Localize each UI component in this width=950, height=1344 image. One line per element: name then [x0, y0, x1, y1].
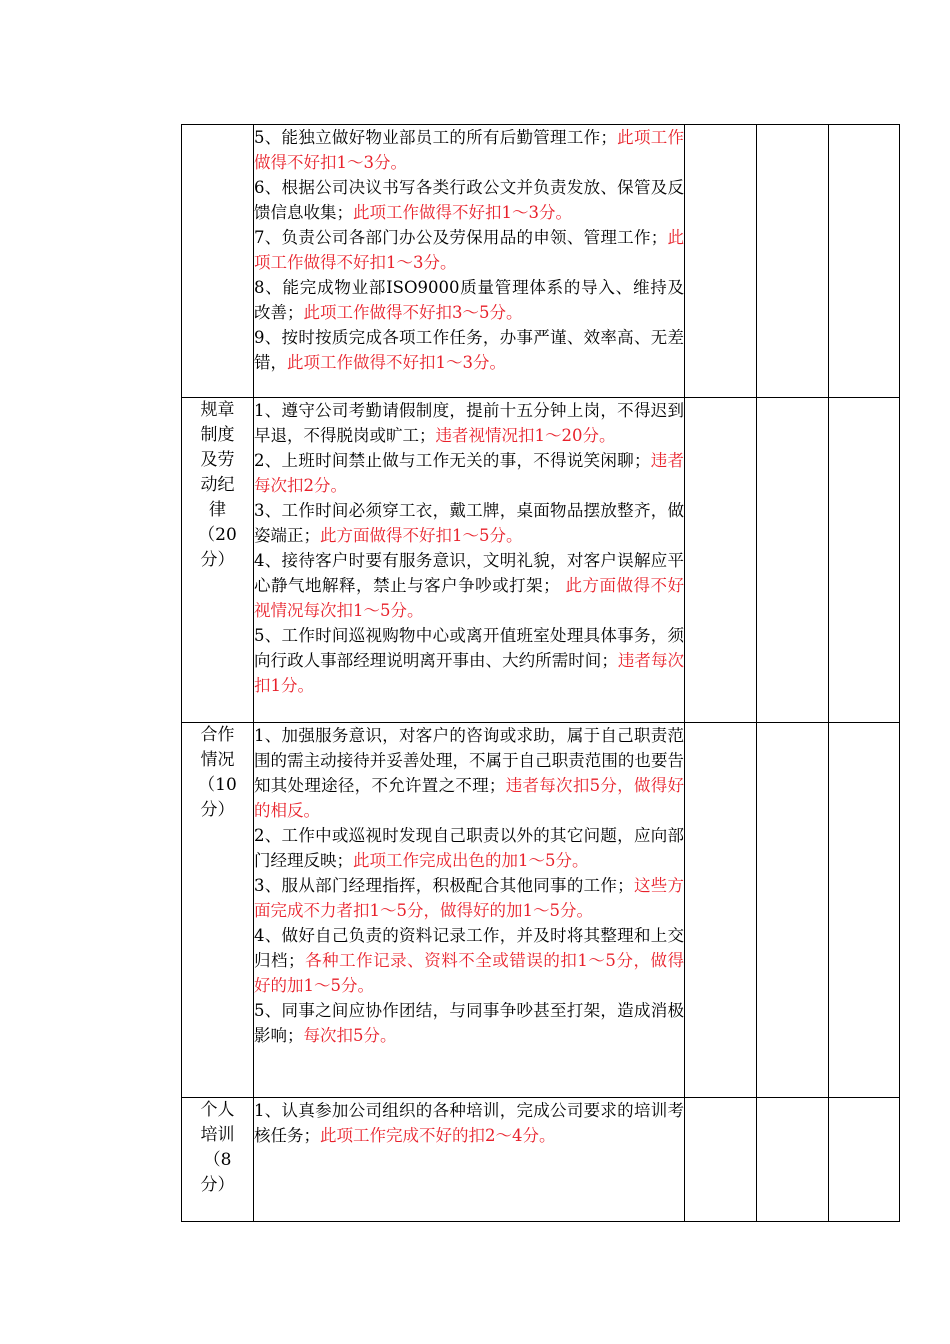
- penalty-text: 此项工作完成不好的扣2～4分。: [320, 1126, 556, 1145]
- penalty-text: 此项工作做得不好扣1～3分。: [353, 203, 572, 222]
- score-cell-1: [685, 125, 757, 398]
- criterion-text: 1、认真参加公司组织的各种培训，完成公司要求的培训考核任务；: [254, 1101, 684, 1145]
- list-item: [254, 723, 684, 823]
- score-cell-3: [829, 1098, 900, 1222]
- criterion-text: 8、能完成物业部ISO9000质量管理体系的导入、维持及改善；: [254, 278, 684, 322]
- score-cell-2: [757, 1098, 829, 1222]
- criterion-text: 6、根据公司决议书写各类行政公文并负责发放、保管及反馈信息收集；: [254, 178, 684, 222]
- criterion-text: 4、接待客户时要有服务意识，文明礼貌，对客户误解应平心静气地解释，禁止与客户争吵或打架；: [254, 551, 684, 595]
- category-label: 制度: [200, 425, 235, 445]
- penalty-text: 违者每次扣5分，做得好的相反。: [254, 776, 684, 820]
- list-item: [254, 125, 684, 175]
- penalty-text: 每次扣5分。: [303, 1026, 397, 1045]
- list-item: [254, 623, 684, 698]
- assessment-table: [181, 124, 900, 1222]
- table-row: [182, 398, 900, 723]
- score-cell-1: [685, 723, 757, 1098]
- criterion-text: 1、加强服务意识，对客户的咨询或求助，属于自己职责范围的需主动接待并妥善处理，不属于自己职责范围的也要告知其处理途径，不允许置之不理；: [254, 726, 684, 795]
- penalty-text: 违者视情况扣1～20分。: [435, 426, 616, 445]
- category-label: （20: [198, 525, 237, 545]
- category-cell: [182, 723, 254, 1098]
- score-cell-2: [757, 125, 829, 398]
- penalty-text: 此项工作完成出色的加1～5分。: [353, 851, 589, 870]
- criterion-text: 5、工作时间巡视购物中心或离开值班室处理具体事务，须向行政人事部经理说明离开事由、大约所需时间；: [254, 626, 684, 670]
- penalty-text: 此项工作做得不好扣1～3分。: [254, 228, 684, 272]
- category-label: （10: [198, 775, 237, 795]
- criterion-text: 4、做好自己负责的资料记录工作，并及时将其整理和上交归档；: [254, 926, 684, 970]
- list-item: [254, 275, 684, 325]
- penalty-text: 此项工作做得不好扣1～3分。: [254, 128, 685, 172]
- category-cell: [182, 1098, 254, 1222]
- table-row: [182, 1098, 900, 1222]
- criterion-text: 3、工作时间必须穿工衣，戴工牌，桌面物品摆放整齐，做姿端正；: [254, 501, 684, 545]
- criterion-text: 7、负责公司各部门办公及劳保用品的申领、管理工作；: [254, 228, 668, 247]
- category-label: （8: [203, 1150, 232, 1170]
- criterion-text: 5、能独立做好物业部员工的所有后勤管理工作；: [254, 128, 617, 147]
- criteria-cell: [254, 125, 685, 398]
- category-label: 分）: [200, 800, 235, 820]
- score-cell-2: [757, 723, 829, 1098]
- list-item: [254, 175, 684, 225]
- category-label: 及劳: [200, 450, 235, 470]
- category-label: 合作: [200, 725, 235, 745]
- category-cell: [182, 125, 254, 398]
- list-item: [254, 1098, 684, 1148]
- penalty-text: 这些方面完成不力者扣1～5分，做得好的加1～5分。: [254, 876, 685, 920]
- criteria-cell: [254, 1098, 685, 1222]
- penalty-text: 违者每次扣1分。: [254, 651, 685, 695]
- category-label: 分）: [200, 1175, 235, 1195]
- penalty-text: 此项工作做得不好扣3～5分。: [303, 303, 523, 322]
- category-label: 个人: [200, 1100, 235, 1120]
- list-item: [254, 923, 684, 998]
- criterion-text: 2、工作中或巡视时发现自己职责以外的其它问题，应向部门经理反映；: [254, 826, 684, 870]
- category-label: 规章: [200, 400, 235, 420]
- list-item: [254, 398, 684, 448]
- category-label: 培训: [200, 1125, 235, 1145]
- score-cell-3: [829, 125, 900, 398]
- score-cell-2: [757, 398, 829, 723]
- score-cell-3: [829, 398, 900, 723]
- list-item: [254, 325, 684, 375]
- list-item: [254, 225, 684, 275]
- list-item: [254, 548, 684, 623]
- penalty-text: 此方面做得不好视情况每次扣1～5分。: [254, 576, 685, 620]
- category-cell: [182, 398, 254, 723]
- criteria-cell: [254, 398, 685, 723]
- category-label: 动纪: [200, 475, 235, 495]
- category-label: 情况: [200, 750, 235, 770]
- criterion-text: 3、服从部门经理指挥，积极配合其他同事的工作；: [254, 876, 634, 895]
- score-cell-3: [829, 723, 900, 1098]
- list-item: [254, 873, 684, 923]
- table-row: [182, 723, 900, 1098]
- list-item: [254, 998, 684, 1048]
- penalty-text: 各种工作记录、资料不全或错误的扣1～5分，做得好的加1～5分。: [254, 951, 685, 995]
- table-row: [182, 125, 900, 398]
- criterion-text: 5、同事之间应协作团结，与同事争吵甚至打架，造成消极影响；: [254, 1001, 684, 1045]
- list-item: [254, 823, 684, 873]
- criteria-cell: [254, 723, 685, 1098]
- list-item: [254, 448, 684, 498]
- score-cell-1: [685, 1098, 757, 1222]
- category-label: 律: [209, 500, 226, 520]
- list-item: [254, 498, 684, 548]
- category-label: 分）: [200, 550, 235, 570]
- penalty-text: 此项工作做得不好扣1～3分。: [287, 353, 506, 372]
- score-cell-1: [685, 398, 757, 723]
- criterion-text: 9、按时按质完成各项工作任务，办事严谨、效率高、无差错，: [254, 328, 684, 372]
- penalty-text: 违者每次扣2分。: [254, 451, 685, 495]
- criterion-text: 1、遵守公司考勤请假制度，提前十五分钟上岗，不得迟到早退，不得脱岗或旷工；: [254, 401, 684, 445]
- criterion-text: 2、上班时间禁止做与工作无关的事，不得说笑闲聊；: [254, 451, 651, 470]
- penalty-text: 此方面做得不好扣1～5分。: [320, 526, 523, 545]
